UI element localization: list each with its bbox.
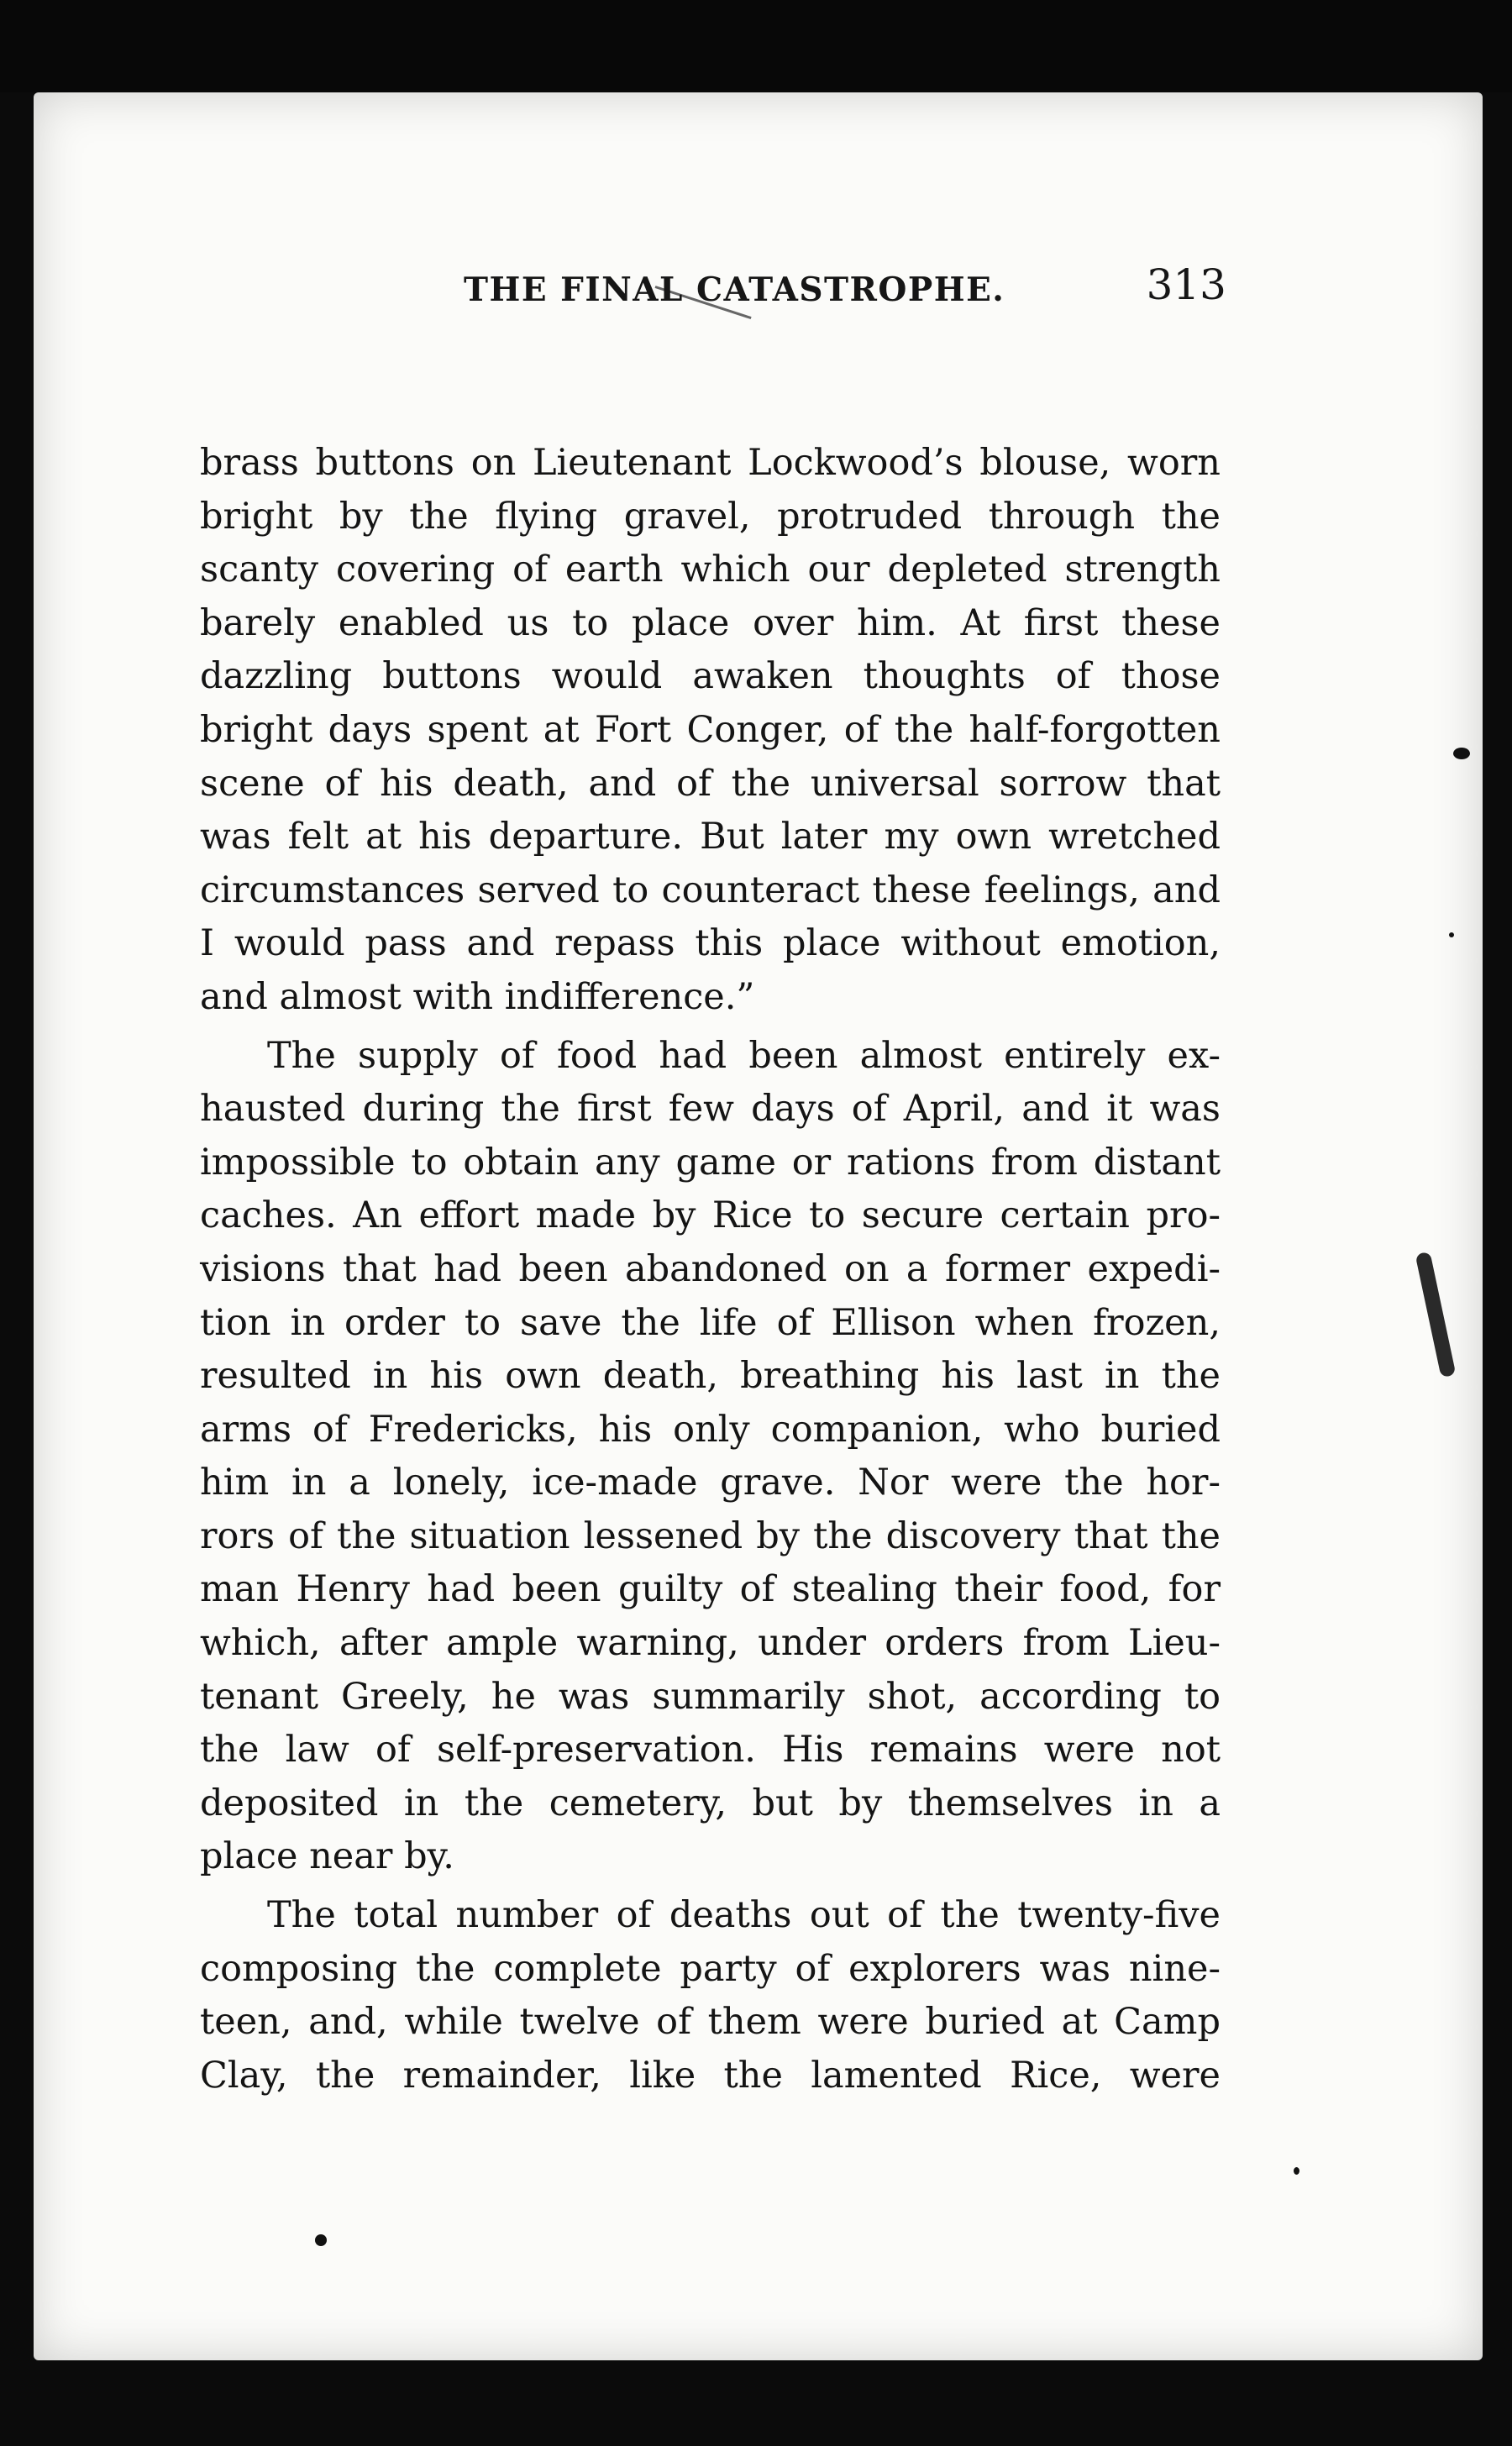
text-line: The supply of food had been almost entirely ex-	[267, 1034, 1221, 1077]
running-title: THE FINAL CATASTROPHE.	[464, 270, 1005, 309]
body-text	[200, 437, 1221, 2102]
text-line: composing the complete party of explorers was nine-	[200, 1947, 1221, 1990]
scan-speck	[315, 2234, 327, 2246]
scan-speck	[1453, 748, 1470, 759]
text-line: him in a lonely, ice-made grave. Nor were the hor-	[200, 1462, 1221, 1504]
scan-dark-mark	[1415, 1252, 1457, 1378]
text-line: barely enabled us to place over him. At first these	[200, 601, 1221, 644]
text-line: brass buttons on Lieutenant Lockwood’s blouse, worn	[200, 442, 1221, 484]
text-line: dazzling buttons would awaken thoughts of those	[200, 655, 1221, 698]
text-line: bright by the flying gravel, protruded through the	[200, 495, 1221, 538]
text-line: man Henry had been guilty of stealing their food, for	[200, 1568, 1221, 1611]
text-line: bright days spent at Fort Conger, of the half-forgotten	[200, 708, 1221, 751]
page-number: 313	[1146, 260, 1226, 309]
text-line: visions that had been abandoned on a former expedi-	[200, 1247, 1221, 1290]
text-line: tion in order to save the life of Ellison when frozen,	[200, 1301, 1221, 1344]
text-line: Clay, the remainder, like the lamented Rice, were	[200, 2054, 1221, 2097]
text-line: caches. An effort made by Rice to secure certain pro-	[200, 1194, 1221, 1237]
scan-speck	[1294, 2167, 1299, 2175]
page-header	[168, 252, 1226, 328]
text-line: was felt at his departure. But later my own wretched	[200, 816, 1221, 858]
text-line: arms of Fredericks, his only companion, who buried	[200, 1408, 1221, 1451]
scan-top-border	[0, 0, 1512, 92]
text-line: scanty covering of earth which our depleted strength	[200, 549, 1221, 591]
text-line: I would pass and repass this place without emotion,	[200, 922, 1221, 965]
text-line: place near by.	[200, 1835, 454, 1878]
text-line: the law of self-preservation. His remains were not	[200, 1729, 1221, 1772]
text-line: impossible to obtain any game or rations from distant	[200, 1141, 1221, 1184]
text-line: circumstances served to counteract these feelings, and	[200, 869, 1221, 911]
scan-speck	[1449, 932, 1454, 937]
text-line: tenant Greely, he was summarily shot, according to	[200, 1675, 1221, 1718]
text-line: rors of the situation lessened by the discovery that the	[200, 1514, 1221, 1557]
text-line: The total number of deaths out of the twenty-five	[267, 1894, 1221, 1937]
text-line: teen, and, while twelve of them were buried at Camp	[200, 2001, 1221, 2044]
text-line: scene of his death, and of the universal sorrow that	[200, 762, 1221, 805]
text-line: deposited in the cemetery, but by themselves in a	[200, 1782, 1221, 1824]
text-line: hausted during the first few days of April, and it was	[200, 1088, 1221, 1131]
text-line: which, after ample warning, under orders from Lieu-	[200, 1622, 1221, 1665]
text-line: and almost with indifference.”	[200, 975, 755, 1018]
text-line: resulted in his own death, breathing his last in the	[200, 1355, 1221, 1398]
